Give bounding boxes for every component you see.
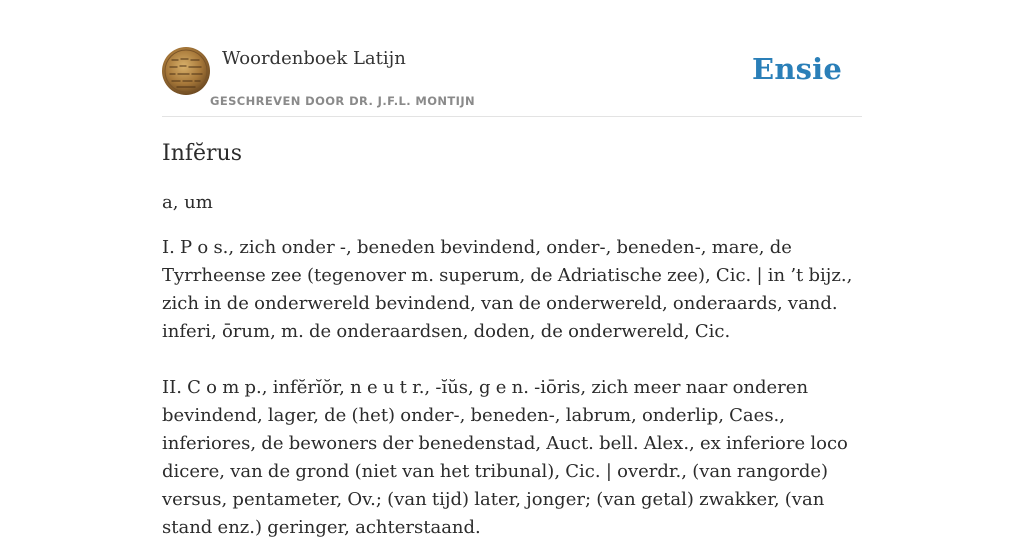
- entry-paragraph-comparative: II. C o m p., infĕrĭŏr, n e u t r., -ĭŭs, g e n. -iōris, zich meer naar onderen bevindend, lager, de (het) onder-, beneden-, labrum, onderlip, Caes., inferiores, de bewoners der benedenstad, Auct. bell. Alex., ex inferiore loco dicere, van de grond (niet van het tribunal), Cic. | overdr., (van rangorde) versus, pentameter, Ov.; (van tijd) later, jonger; (van getal) zwakker, (van stand enz.) geringer, achterstaand.: [162, 377, 848, 538]
- entry-headword: Infĕrus: [162, 141, 242, 166]
- author-line: GESCHREVEN DOOR DR. J.F.L. MONTIJN: [210, 94, 476, 108]
- dictionary-title[interactable]: Woordenboek Latijn: [222, 48, 406, 69]
- entry-paragraph-positive: I. P o s., zich onder -, beneden bevindend, onder-, beneden-, mare, de Tyrrheense zee (tegenover m. superum, de Adriatische zee), Cic. | in ’t bijz., zich in de onderwereld bevindend, van de onderwereld, onderaards, vand. inferi, ōrum, m. de onderaardsen, doden, de onderwereld, Cic.: [162, 237, 853, 342]
- entry-content: [162, 138, 862, 542]
- ensie-logo-link[interactable]: Ensie: [752, 52, 842, 86]
- site-header: [162, 40, 862, 117]
- roman-coin-icon[interactable]: [162, 47, 210, 95]
- entry-forms: a, um: [162, 192, 213, 213]
